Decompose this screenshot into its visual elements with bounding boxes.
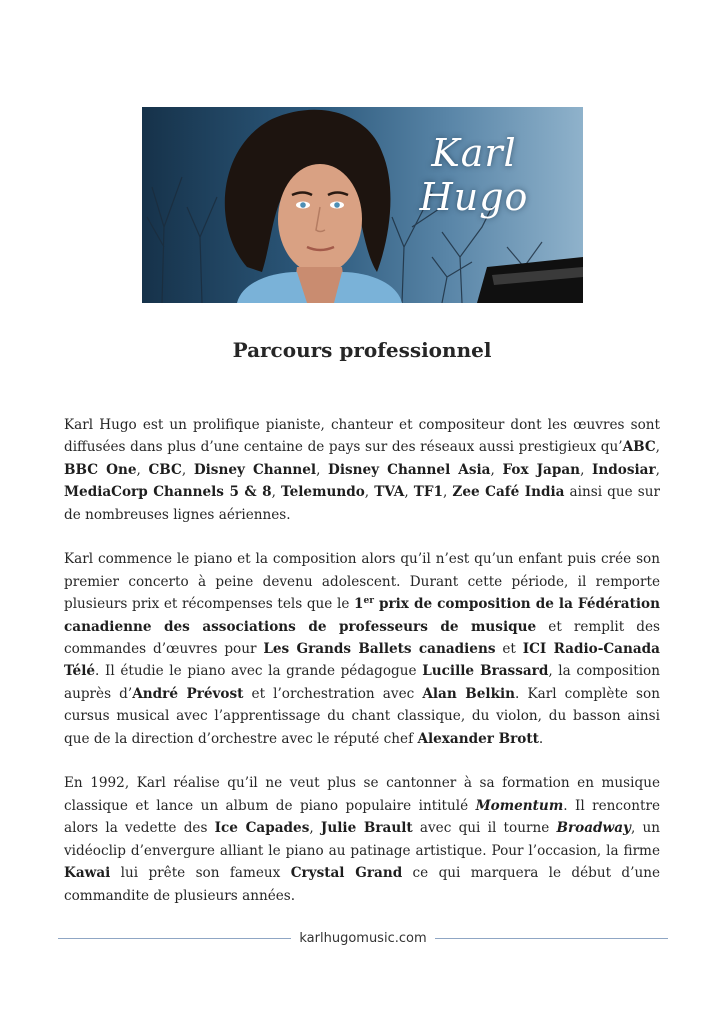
- text-run: . Karl complète son cursus musical avec l’apprentissage du chant classique, du violon, du basson ainsi que de la direction d’orchestre avec le réputé chef: [64, 685, 660, 747]
- text-run: ainsi que sur de nombreuses lignes aériennes.: [64, 484, 660, 523]
- bold-run: Ice Capades: [214, 820, 310, 837]
- bold-run: Alan Belkin: [422, 685, 516, 702]
- text-run: ,: [655, 439, 660, 456]
- bold-run: TVA: [374, 484, 405, 501]
- footer-rule-left: [58, 938, 291, 939]
- text-run: et remplit des commandes d’œuvres pour: [64, 618, 660, 658]
- page-heading: Parcours professionnel: [232, 338, 492, 362]
- text-run: ce qui marquera le début d’une commandite de plusieurs années.: [64, 865, 661, 904]
- bold-run: Fox Japan: [502, 461, 581, 478]
- paragraph-1: [64, 414, 660, 526]
- text-run: ,: [580, 461, 593, 478]
- bold-run: BBC One: [64, 461, 137, 478]
- bold-run: Alexander Brott: [417, 730, 539, 747]
- bold-run: Disney Channel Asia: [328, 461, 491, 478]
- text-run: Karl commence le piano et la composition alors qu’il n’est qu’un enfant puis crée son premier concerto à peine devenu adolescent. Durant cette période, il remporte plusieurs prix et récompenses tels que le: [64, 551, 660, 613]
- footer: [58, 926, 668, 950]
- bold-run: Indosiar: [592, 461, 656, 478]
- text-run: En 1992, Karl réalise qu’il ne veut plus se cantonner à sa formation en musique classique et lance un album de piano populaire intitulé: [64, 775, 660, 814]
- text-run: et: [495, 641, 523, 658]
- text-run: , un vidéoclip d’envergure alliant le piano au patinage artistique. Pour l’occasion, la firme: [64, 820, 661, 859]
- bold-run: MediaCorp Channels 5 & 8: [64, 484, 272, 501]
- banner-name-text: Karl Hugo: [419, 131, 529, 219]
- superscript-run: er: [363, 596, 374, 607]
- paragraph-2: [64, 548, 660, 750]
- text-run: , la composition auprès d’: [64, 663, 660, 702]
- bold-run: Telemundo: [281, 484, 365, 501]
- bold-run: Les Grands Ballets canadiens: [263, 641, 496, 658]
- bold-run: TF1: [413, 484, 443, 501]
- text-run: ,: [490, 461, 503, 478]
- bold-italic-run: Momentum: [475, 797, 564, 814]
- text-run: . Il rencontre alors la vedette des: [64, 797, 660, 837]
- text-run: Karl Hugo est un prolifique pianiste, chanteur et compositeur dont les œuvres sont diffusées dans plus d’une centaine de pays sur des réseaux aussi prestigieux qu’: [64, 417, 660, 456]
- text-run: et l’orchestration avec: [243, 685, 423, 702]
- bold-run: Lucille Brassard: [422, 663, 549, 680]
- text-run: ,: [271, 484, 282, 501]
- text-run: ,: [309, 820, 321, 837]
- text-run: .: [538, 730, 544, 747]
- bold-run: Kawai: [64, 865, 111, 882]
- body-text: [64, 414, 660, 907]
- header-banner: [142, 107, 583, 303]
- text-run: ,: [443, 484, 453, 501]
- text-run: lui prête son fameux: [110, 865, 291, 882]
- bold-run: 1: [354, 596, 364, 613]
- bold-run: Disney Channel: [193, 461, 317, 478]
- footer-rule-right: [435, 938, 668, 939]
- text-run: avec qui il tourne: [412, 820, 557, 837]
- text-run: ,: [181, 461, 194, 478]
- text-run: ,: [655, 461, 660, 478]
- text-run: ,: [136, 461, 149, 478]
- bold-italic-run: Broadway: [556, 820, 631, 837]
- paragraph-3: [64, 772, 660, 906]
- text-run: ,: [316, 461, 329, 478]
- bold-run: ABC: [622, 439, 656, 456]
- bold-run: CBC: [148, 461, 182, 478]
- bold-run: Julie Brault: [320, 820, 413, 837]
- footer-site-url: karlhugomusic.com: [299, 930, 427, 946]
- bold-run: prix de composition de la Fédération canadienne des associations de professeurs de musique: [64, 596, 660, 635]
- bold-run: Zee Café India: [452, 484, 565, 501]
- bold-run: Crystal Grand: [290, 865, 403, 882]
- text-run: ,: [404, 484, 414, 501]
- text-run: ,: [364, 484, 375, 501]
- bold-run: André Prévost: [132, 685, 244, 702]
- text-run: . Il étudie le piano avec la grande pédagogue: [95, 663, 423, 680]
- bold-run: ICI Radio-Canada Télé: [64, 641, 660, 680]
